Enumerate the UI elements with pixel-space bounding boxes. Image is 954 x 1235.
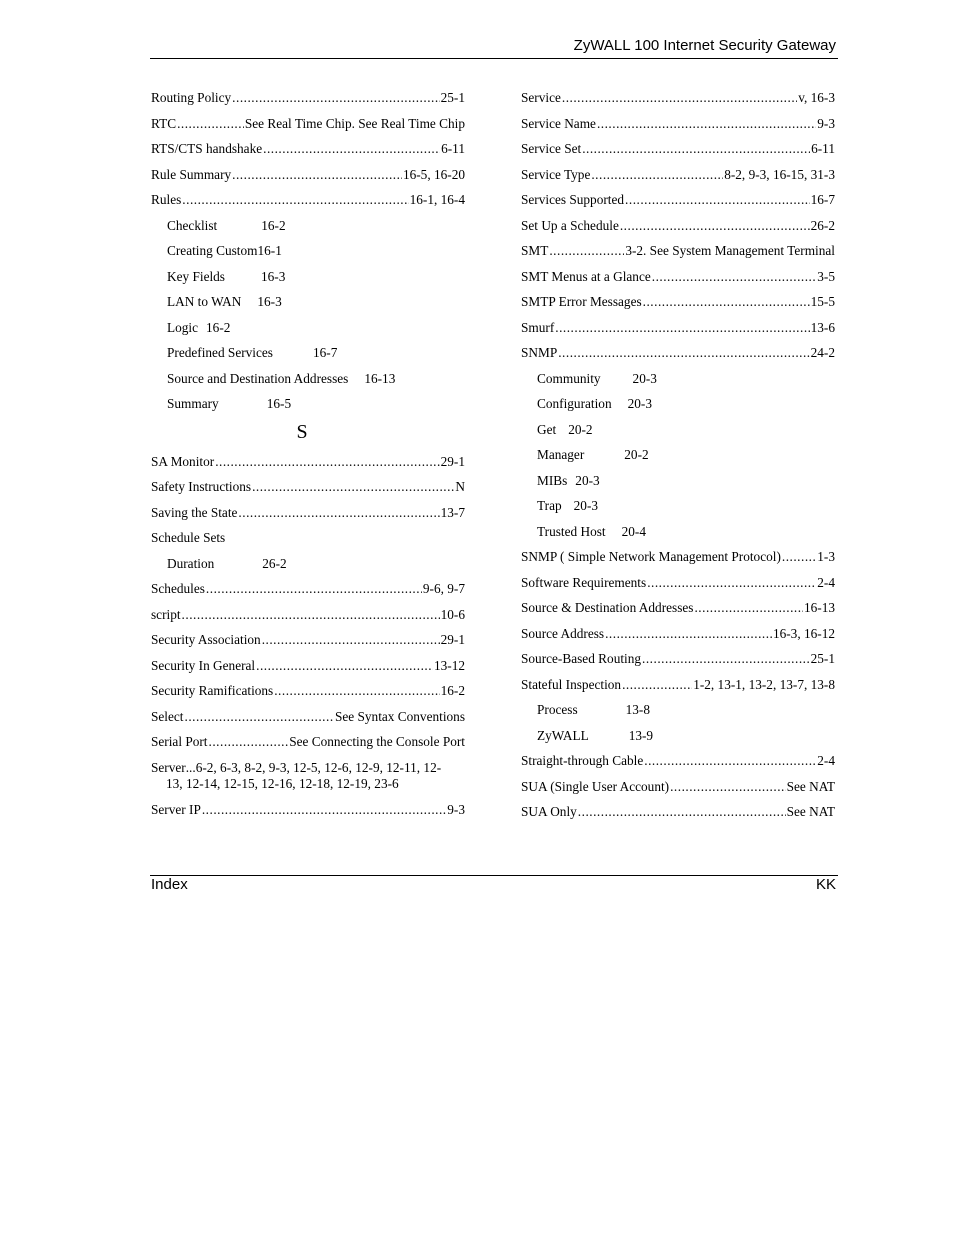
index-term: Safety Instructions bbox=[151, 479, 252, 494]
index-term: Service Type bbox=[521, 166, 591, 182]
index-subterm: Configuration bbox=[537, 396, 612, 411]
index-page-ref: 1-2, 13-1, 13-2, 13-7, 13-8 bbox=[693, 676, 835, 692]
index-term: Smurf bbox=[521, 319, 555, 335]
index-subentry bbox=[521, 493, 835, 519]
index-page-ref: 16-13 bbox=[364, 370, 396, 386]
dot-leader bbox=[642, 646, 810, 672]
index-subterm: Process bbox=[537, 702, 578, 717]
index-subentry bbox=[521, 442, 835, 468]
index-page-ref: 13-9 bbox=[628, 727, 654, 743]
index-term: SA Monitor bbox=[151, 453, 215, 469]
index-page-ref: 16-1 bbox=[257, 243, 282, 258]
index-subterm: Checklist bbox=[167, 217, 218, 233]
index-page-ref: 16-3 bbox=[261, 268, 286, 284]
dot-leader bbox=[206, 576, 422, 602]
index-entry bbox=[151, 85, 465, 111]
index-subterm: Trap bbox=[537, 498, 562, 513]
index-entry bbox=[521, 136, 835, 162]
index-entry-line bbox=[151, 760, 465, 776]
index-entry bbox=[151, 678, 465, 704]
index-entry bbox=[151, 653, 465, 679]
index-term: SNMP ( Simple Network Management Protocol) bbox=[521, 549, 781, 564]
index-page-ref: 9-6, 9-7 bbox=[422, 581, 465, 596]
index-entry bbox=[151, 162, 465, 188]
index-page-ref: See NAT bbox=[786, 804, 835, 819]
index-subentry bbox=[151, 391, 465, 417]
index-subterm: Predefined Services bbox=[167, 345, 273, 360]
index-entry bbox=[151, 136, 465, 162]
dot-leader bbox=[182, 602, 440, 628]
index-term: Source-Based Routing bbox=[521, 651, 642, 666]
index-page-ref: 6-2, 6-3, 8-2, 9-3, 12-5, 12-6, 12-9, 12-11, 12- bbox=[195, 759, 442, 775]
index-subentry bbox=[521, 366, 835, 392]
footer-rule bbox=[150, 875, 838, 876]
index-entry bbox=[521, 544, 835, 570]
index-entry bbox=[151, 500, 465, 526]
index-subentry bbox=[521, 417, 835, 443]
index-term: Security In General bbox=[151, 657, 256, 673]
index-entry bbox=[521, 315, 835, 341]
index-term: SMT bbox=[521, 243, 549, 258]
index-page-ref: 1-3 bbox=[817, 549, 835, 564]
index-entry bbox=[151, 797, 465, 823]
index-subentry bbox=[151, 551, 465, 577]
index-term: Serial Port bbox=[151, 734, 208, 749]
dot-leader bbox=[694, 595, 803, 621]
index-subentry bbox=[151, 340, 465, 366]
dot-leader bbox=[263, 136, 440, 162]
index-entry bbox=[521, 672, 835, 698]
index-entry bbox=[151, 729, 465, 755]
dot-leader bbox=[625, 187, 810, 213]
dot-leader bbox=[644, 748, 816, 774]
index-page-ref: 13-12 bbox=[433, 657, 465, 673]
index-subentry bbox=[151, 366, 465, 392]
dot-leader bbox=[262, 627, 440, 653]
index-entry bbox=[521, 238, 835, 264]
index-page-ref: 16-2 bbox=[206, 319, 231, 335]
index-page-ref: 6-11 bbox=[441, 141, 465, 156]
index-entry bbox=[151, 111, 465, 137]
footer-section-label: Index bbox=[151, 876, 188, 893]
index-term: SUA Only bbox=[521, 804, 577, 819]
index-page-ref: 13-8 bbox=[625, 702, 650, 717]
index-page-ref: 13-7 bbox=[440, 504, 465, 520]
index-term: Software Requirements bbox=[521, 574, 647, 590]
index-term: Services Supported bbox=[521, 192, 625, 207]
dot-leader bbox=[555, 315, 809, 341]
index-term: Server IP bbox=[151, 801, 201, 817]
footer-page-number: KK bbox=[815, 876, 836, 893]
dot-leader bbox=[238, 500, 439, 526]
index-entry bbox=[151, 576, 465, 602]
index-page-ref: 2-4 bbox=[817, 574, 835, 590]
index-term: Set Up a Schedule bbox=[521, 217, 619, 233]
index-column-right bbox=[521, 85, 835, 825]
index-entry bbox=[521, 85, 835, 111]
index-subentry bbox=[151, 315, 465, 341]
dot-leader bbox=[185, 704, 334, 730]
index-term: SUA (Single User Account) bbox=[521, 778, 670, 794]
index-page-ref: 29-1 bbox=[440, 453, 465, 469]
index-page-ref: 25-1 bbox=[810, 651, 835, 666]
index-term: Select bbox=[151, 708, 184, 724]
dot-leader bbox=[591, 162, 723, 188]
index-page-ref: 26-2 bbox=[810, 217, 835, 233]
index-subterm: MIBs bbox=[537, 472, 568, 488]
index-term: Source & Destination Addresses bbox=[521, 600, 694, 615]
dot-leader bbox=[252, 474, 454, 500]
index-page-ref: 13-6 bbox=[810, 319, 835, 335]
index-page-ref: 16-3, 16-12 bbox=[772, 625, 835, 641]
index-term: Service Set bbox=[521, 141, 582, 156]
dot-leader bbox=[274, 678, 439, 704]
index-page-ref: 16-2 bbox=[261, 217, 286, 233]
index-entry bbox=[521, 621, 835, 647]
dot-leader bbox=[782, 544, 816, 570]
index-page-ref: 16-2 bbox=[440, 683, 465, 698]
index-term: SNMP bbox=[521, 345, 558, 360]
index-page-ref: 10-6 bbox=[440, 606, 465, 622]
index-page-ref: See NAT bbox=[786, 778, 835, 794]
index-entry bbox=[521, 646, 835, 672]
index-term: Stateful Inspection bbox=[521, 676, 622, 692]
index-page-ref: 20-3 bbox=[573, 498, 599, 513]
index-page-ref: N bbox=[455, 479, 465, 494]
index-term: Service bbox=[521, 90, 561, 105]
index-page-ref: 15-5 bbox=[810, 294, 835, 309]
index-entry bbox=[151, 187, 465, 213]
header-rule bbox=[150, 58, 838, 59]
index-term: Rules bbox=[151, 192, 182, 207]
index-entry bbox=[521, 799, 835, 825]
index-page-ref: 25-1 bbox=[440, 90, 465, 105]
index-entry bbox=[521, 162, 835, 188]
index-subentry bbox=[151, 264, 465, 290]
index-subentry bbox=[521, 723, 835, 749]
index-page-ref: 20-2 bbox=[624, 447, 649, 462]
index-entry bbox=[521, 289, 835, 315]
index-term: Security Association bbox=[151, 632, 261, 647]
index-entry bbox=[521, 774, 835, 800]
index-entry bbox=[521, 264, 835, 290]
dot-leader: ... bbox=[185, 759, 196, 775]
dot-leader bbox=[582, 136, 810, 162]
index-entry bbox=[521, 340, 835, 366]
index-page-ref: 29-1 bbox=[440, 632, 465, 647]
dot-leader bbox=[562, 85, 797, 111]
index-entry bbox=[151, 449, 465, 475]
index-term: Schedule Sets bbox=[151, 530, 226, 545]
index-term: Rule Summary bbox=[151, 166, 232, 182]
index-subterm: Manager bbox=[537, 447, 585, 462]
index-entry bbox=[151, 525, 465, 551]
dot-leader bbox=[652, 264, 817, 290]
index-term: script bbox=[151, 606, 181, 622]
index-page-ref: 20-3 bbox=[632, 370, 657, 386]
index-subterm: Logic bbox=[167, 319, 199, 335]
dot-leader bbox=[670, 774, 786, 800]
dot-leader bbox=[232, 162, 402, 188]
index-subentry bbox=[521, 468, 835, 494]
index-page-ref: 16-5, 16-20 bbox=[402, 166, 465, 182]
index-entry bbox=[151, 627, 465, 653]
index-page-ref: 16-5 bbox=[266, 396, 292, 411]
dot-leader bbox=[256, 653, 433, 679]
index-term: RTS/CTS handshake bbox=[151, 141, 263, 156]
index-page-ref: 16-7 bbox=[312, 345, 338, 360]
index-term: Server bbox=[151, 759, 186, 775]
index-page-ref: 9-3 bbox=[817, 115, 835, 131]
index-subentry bbox=[521, 519, 835, 545]
dot-leader bbox=[620, 213, 810, 239]
dot-leader bbox=[597, 111, 816, 137]
index-term: Schedules bbox=[151, 581, 205, 596]
index-subterm: Trusted Host bbox=[537, 523, 606, 539]
index-column-left bbox=[151, 85, 465, 822]
index-term: Service Name bbox=[521, 115, 596, 131]
index-page-ref: 3-5 bbox=[817, 268, 835, 284]
index-page-ref: See Real Time Chip. See Real Time Chip bbox=[244, 115, 465, 131]
index-term: Straight-through Cable bbox=[521, 753, 644, 768]
index-page-ref: 20-3 bbox=[627, 396, 652, 411]
index-subterm: Get bbox=[537, 421, 557, 437]
dot-leader bbox=[182, 187, 408, 213]
index-section-letter: S bbox=[296, 420, 308, 443]
index-page-ref: 24-2 bbox=[810, 345, 835, 360]
index-entry bbox=[521, 595, 835, 621]
index-subentry bbox=[521, 391, 835, 417]
index-page-ref: 16-1, 16-4 bbox=[409, 192, 465, 207]
index-subentry bbox=[521, 697, 835, 723]
index-page-ref: 26-2 bbox=[262, 555, 287, 571]
index-term: SMT Menus at a Glance bbox=[521, 268, 651, 284]
index-page-ref: 20-3 bbox=[575, 472, 600, 488]
index-entry bbox=[521, 748, 835, 774]
dot-leader bbox=[215, 449, 439, 475]
index-page-ref: 16-13 bbox=[803, 600, 835, 615]
index-subterm: ZyWALL bbox=[537, 727, 589, 743]
index-entry bbox=[151, 602, 465, 628]
index-page-ref-continued: 13, 12-14, 12-15, 12-16, 12-18, 12-19, 23-6 bbox=[166, 775, 399, 791]
index-page-ref: 9-3 bbox=[447, 801, 465, 817]
dot-leader bbox=[578, 799, 786, 825]
index-page-ref: See Syntax Conventions bbox=[334, 708, 465, 724]
dot-leader bbox=[643, 289, 810, 315]
index-page-ref: See Connecting the Console Port bbox=[289, 734, 465, 749]
index-page-ref: 2-4 bbox=[817, 753, 835, 768]
index-entry bbox=[521, 570, 835, 596]
index-subentry bbox=[151, 238, 465, 264]
dot-leader bbox=[558, 340, 809, 366]
index-subterm: Summary bbox=[167, 396, 219, 411]
index-term: RTC bbox=[151, 115, 177, 131]
index-entry bbox=[151, 755, 465, 797]
index-entry bbox=[521, 111, 835, 137]
index-subentry bbox=[151, 213, 465, 239]
index-subterm: Key Fields bbox=[167, 268, 225, 284]
index-page-ref: 16-7 bbox=[810, 192, 835, 207]
dot-leader bbox=[202, 797, 446, 823]
index-term: Saving the State bbox=[151, 504, 238, 520]
dot-leader bbox=[549, 238, 624, 264]
index-entry bbox=[521, 187, 835, 213]
dot-leader bbox=[177, 111, 244, 137]
index-page-ref: 8-2, 9-3, 16-15, 31-3 bbox=[724, 166, 835, 182]
dot-leader bbox=[232, 85, 439, 111]
running-header-title: ZyWALL 100 Internet Security Gateway bbox=[573, 37, 836, 54]
dot-leader bbox=[622, 672, 692, 698]
index-subterm: Community bbox=[537, 370, 601, 386]
index-page-ref: 3-2. See System Management Terminal bbox=[625, 243, 835, 258]
index-subterm: Duration bbox=[167, 555, 215, 571]
index-entry bbox=[151, 474, 465, 500]
index-page-ref: 20-2 bbox=[568, 421, 593, 437]
index-term: Routing Policy bbox=[151, 90, 232, 105]
dot-leader bbox=[209, 729, 289, 755]
index-term: SMTP Error Messages bbox=[521, 294, 642, 309]
index-subterm: LAN to WAN bbox=[167, 294, 242, 309]
index-page-ref: 16-3 bbox=[257, 294, 282, 309]
index-subentry bbox=[151, 289, 465, 315]
dot-leader bbox=[605, 621, 772, 647]
index-entry bbox=[521, 213, 835, 239]
index-subterm: Source and Destination Addresses bbox=[167, 370, 349, 386]
dot-leader bbox=[647, 570, 816, 596]
index-term: Source Address bbox=[521, 625, 605, 641]
index-entry bbox=[151, 704, 465, 730]
index-page-ref: 6-11 bbox=[811, 141, 835, 156]
index-page-ref: 20-4 bbox=[621, 523, 646, 539]
index-term: Security Ramifications bbox=[151, 683, 274, 698]
index-page-ref: v, 16-3 bbox=[798, 90, 835, 105]
index-subterm: Creating Custom bbox=[167, 243, 258, 258]
